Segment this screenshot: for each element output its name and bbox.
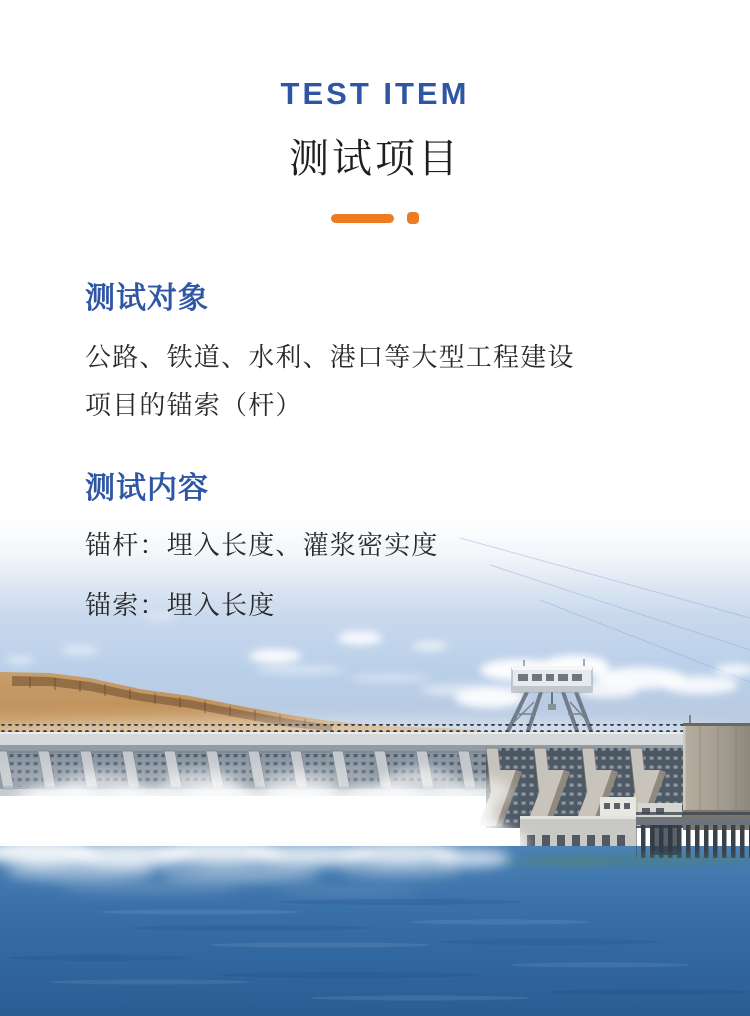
test-content-line-2: 锚索：埋入长度: [85, 590, 276, 620]
title-divider: [0, 211, 750, 225]
divider-bar: [331, 214, 394, 223]
test-object-line-1: 公路、铁道、水利、港口等大型工程建设: [85, 342, 575, 372]
section-heading-test-content: 测试内容: [85, 472, 209, 505]
section-overline: TEST ITEM: [280, 76, 470, 111]
section-heading-test-object: 测试对象: [85, 282, 209, 315]
divider-dot: [407, 212, 419, 224]
dock: [636, 812, 750, 858]
page-title: 测试项目: [289, 137, 461, 181]
test-content-line-1: 锚杆：埋入长度、灌浆密实度: [85, 530, 439, 560]
test-object-line-2: 项目的锚索（杆）: [85, 390, 303, 420]
